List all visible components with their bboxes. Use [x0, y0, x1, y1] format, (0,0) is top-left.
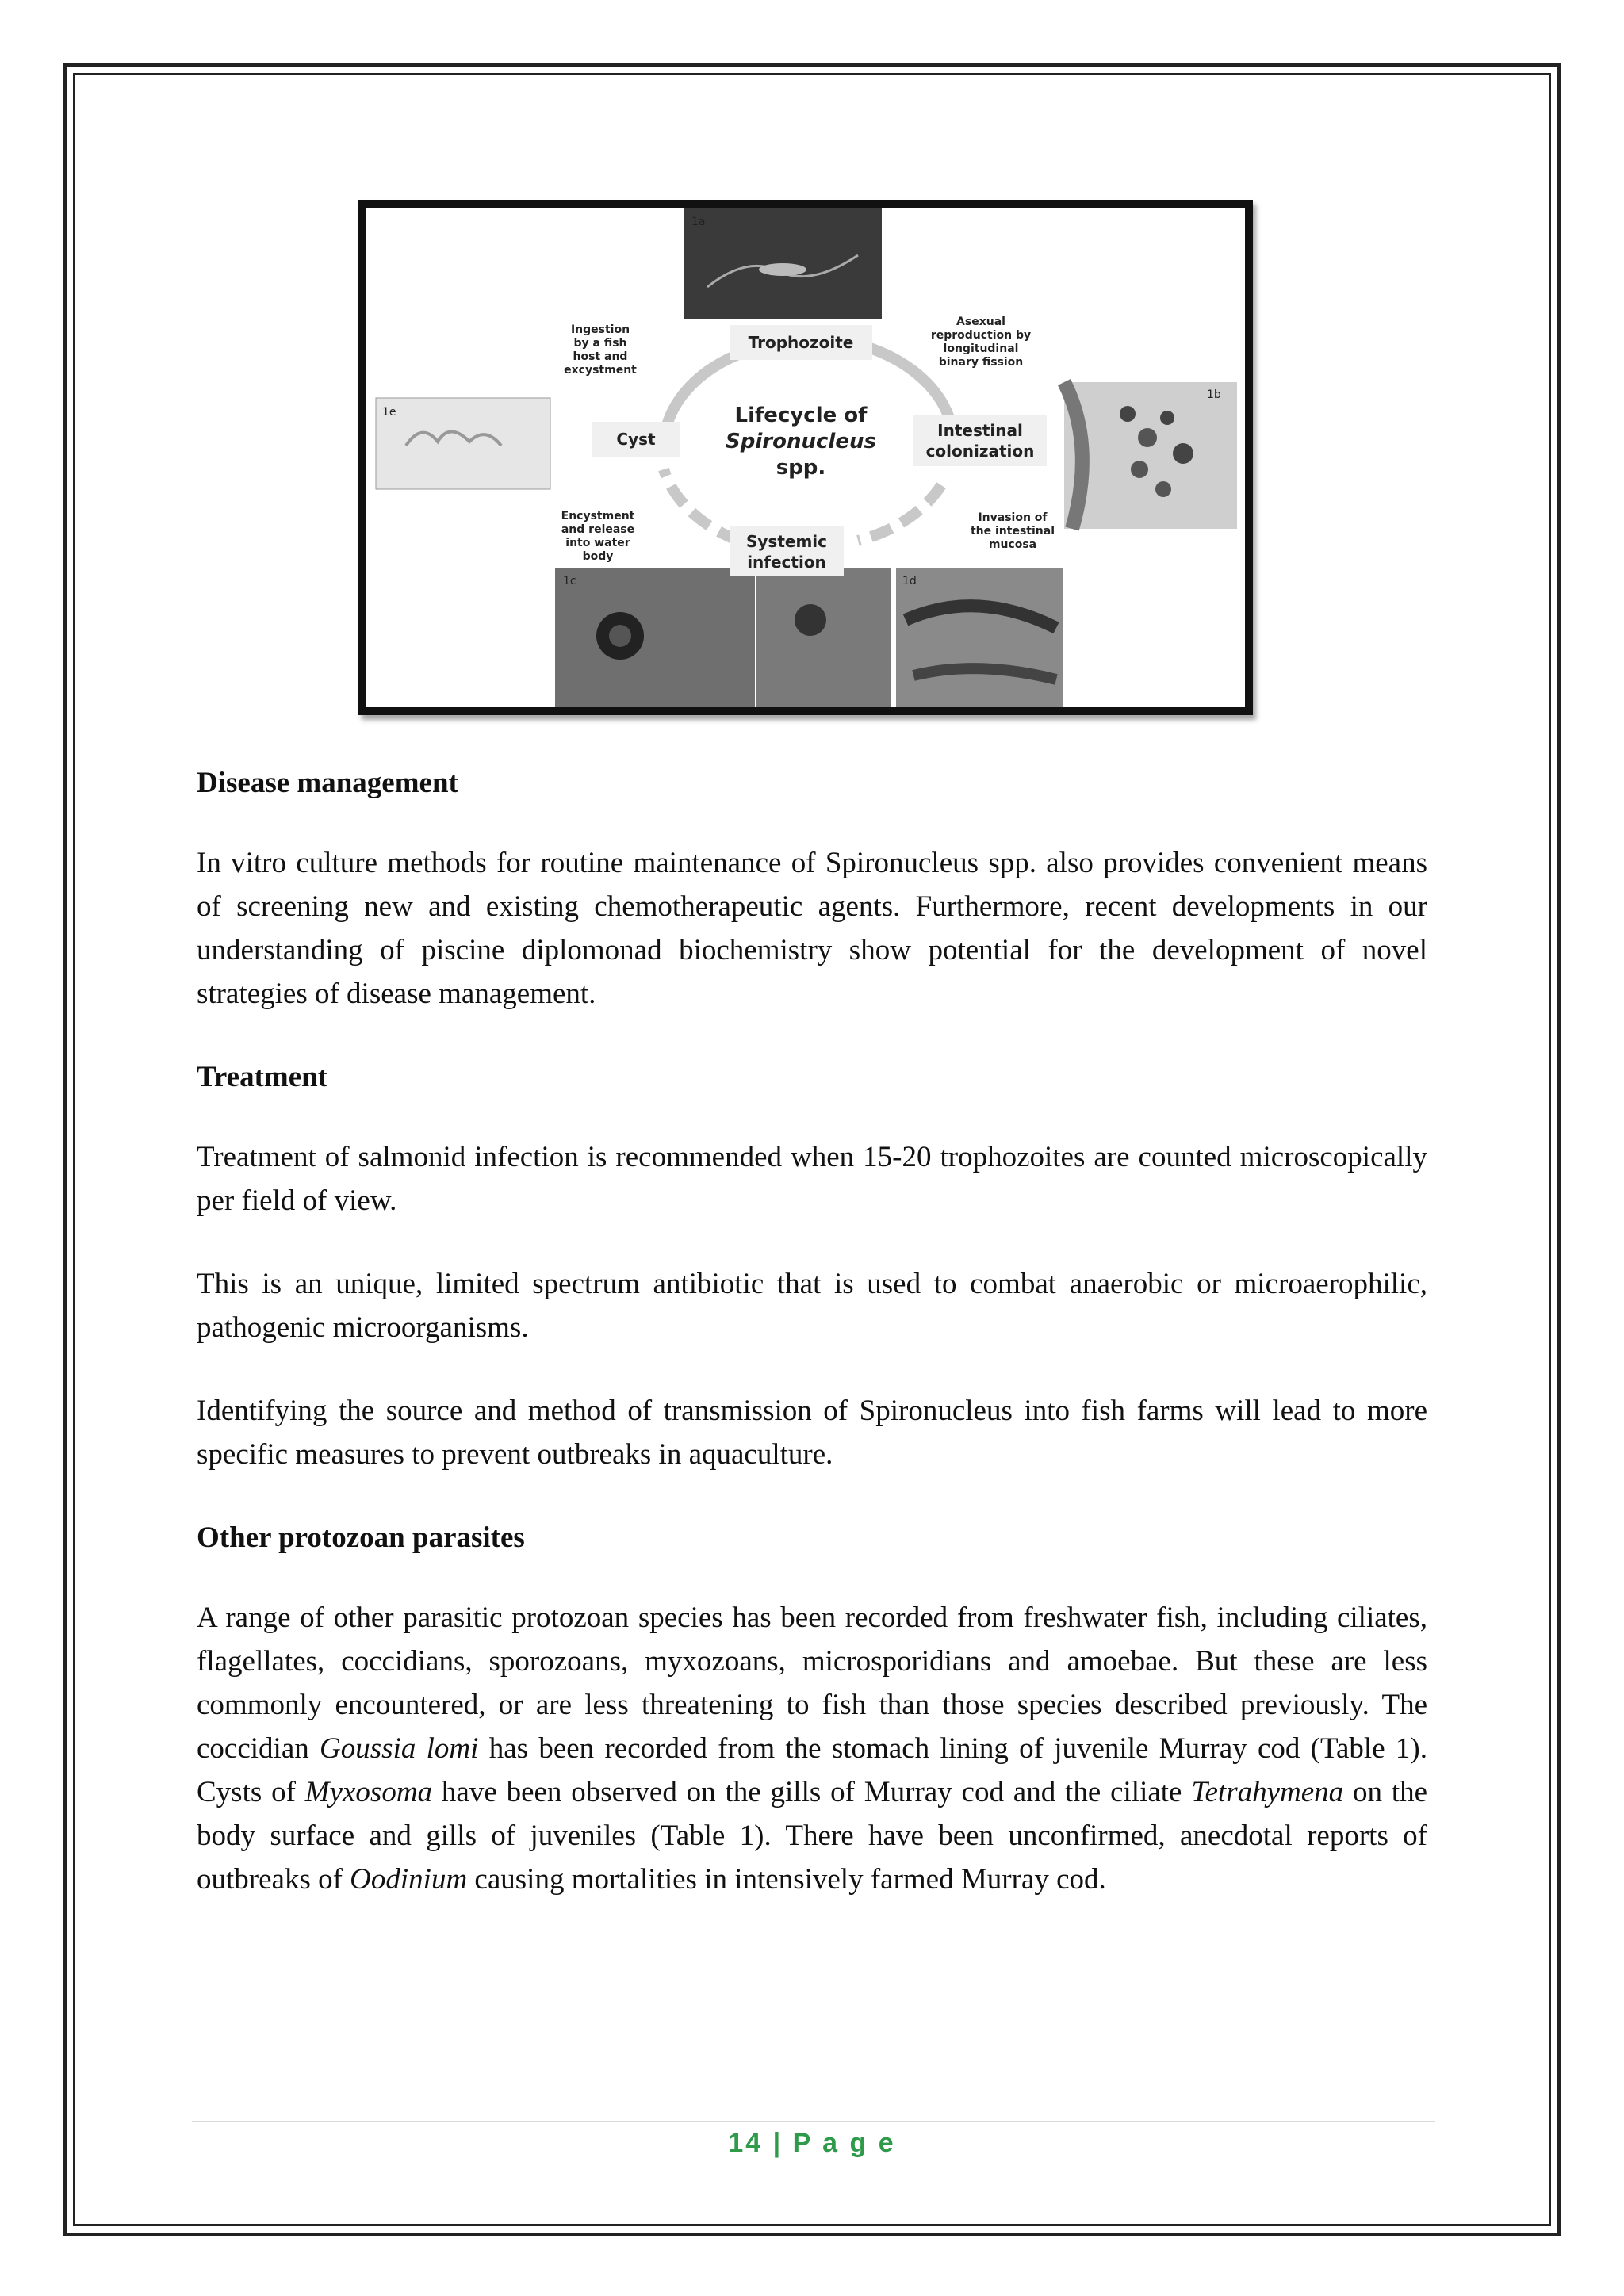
svg-text:host and: host and — [573, 350, 628, 363]
svg-text:longitudinal: longitudinal — [943, 342, 1019, 355]
svg-text:Encystment: Encystment — [561, 510, 635, 522]
page-number: 14 | P a g e — [728, 2128, 896, 2158]
lifecycle-diagram — [366, 208, 1245, 707]
text-run: on the body surface and gills of juveniles (Table 1). There have been unconfirmed, anecdotal reports of outbreaks of — [197, 1776, 1428, 1896]
footer-divider — [192, 2121, 1435, 2122]
svg-text:Intestinal: Intestinal — [937, 421, 1023, 440]
svg-text:Ingestion: Ingestion — [570, 323, 630, 336]
text-run: has been recorded from the stomach lining of juvenile Murray cod (Table 1). Cysts of — [197, 1732, 1428, 1808]
svg-text:Trophozoite: Trophozoite — [748, 333, 854, 352]
text-run: have been observed on the gills of Murray cod and the ciliate — [441, 1776, 1182, 1808]
svg-text:body: body — [582, 550, 614, 563]
note-asexual-reproduction — [931, 316, 1031, 369]
stage-intestinal-colonization — [914, 415, 1047, 466]
svg-text:into water: into water — [565, 537, 630, 549]
text-run: causing mortalities in intensively farmed Murray cod. — [474, 1863, 1106, 1896]
note-encystment — [561, 510, 635, 563]
document-body — [197, 761, 1427, 1901]
species-oodinium: Oodinium — [350, 1863, 468, 1896]
note-invasion — [971, 511, 1055, 551]
heading-other-protozoan-parasites: Other protozoan parasites — [197, 1521, 525, 1554]
svg-text:1a: 1a — [691, 216, 706, 228]
svg-text:reproduction by: reproduction by — [930, 329, 1032, 342]
paragraph-treatment-3: Identifying the source and method of transmission of Spironucleus into fish farms will lead to more specific measures to prevent outbreaks in aquaculture. — [197, 1395, 1427, 1471]
paragraph-treatment-2: This is an unique, limited spectrum antibiotic that is used to combat anaerobic or microaerophilic, pathogenic microorganisms. — [197, 1268, 1427, 1344]
svg-text:Lifecycle of: Lifecycle of — [734, 404, 868, 427]
svg-text:Systemic: Systemic — [745, 532, 828, 551]
svg-text:1b: 1b — [1207, 388, 1221, 401]
species-tetrahymena: Tetrahymena — [1191, 1776, 1344, 1808]
photo-panel-1c — [555, 568, 891, 707]
svg-text:by a fish: by a fish — [573, 337, 627, 350]
photo-panel-1d — [896, 568, 1063, 707]
photo-panel-1e — [376, 398, 550, 489]
svg-text:spp.: spp. — [776, 456, 826, 480]
paragraph-disease-management: In vitro culture methods for routine maintenance of Spironucleus spp. also provides convenient means of screening new and existing chemotherapeutic agents. Furthermore, recent developments in our understanding of piscine diplomonad biochemistry show potential for the development of novel strategies of disease management. — [197, 847, 1427, 1010]
paragraph-treatment-1: Treatment of salmonid infection is recommended when 15-20 trophozoites are counted microscopically per field of view. — [197, 1141, 1427, 1217]
species-goussia: Goussia lomi — [320, 1732, 479, 1765]
svg-text:binary fission: binary fission — [938, 356, 1024, 369]
heading-disease-management: Disease management — [197, 767, 458, 799]
svg-text:mucosa: mucosa — [988, 538, 1037, 551]
svg-text:the intestinal: the intestinal — [970, 525, 1055, 538]
svg-text:1c: 1c — [563, 575, 576, 587]
heading-treatment: Treatment — [197, 1061, 328, 1093]
svg-text:excystment: excystment — [564, 364, 637, 377]
svg-text:Cyst: Cyst — [616, 430, 656, 449]
text-run: A range of other parasitic protozoan species has been recorded from freshwater fish, including ciliates, flagellates, coccidians, sporozoans, myxozoans, microsporidians and amoebae. But these are less commonly encountered, or are less threatening to fish than those species described previously. The coccidian — [197, 1601, 1427, 1765]
svg-text:and release: and release — [561, 523, 635, 536]
photo-panel-1b — [1064, 382, 1237, 529]
stage-trophozoite — [730, 325, 872, 360]
stage-cyst — [592, 422, 680, 457]
svg-text:1d: 1d — [902, 575, 917, 587]
svg-text:Spironucleus: Spironucleus — [726, 430, 876, 453]
lifecycle-figure — [358, 200, 1253, 715]
species-myxosoma: Myxosoma — [304, 1776, 433, 1808]
svg-text:colonization: colonization — [925, 442, 1035, 461]
stage-systemic-infection — [730, 526, 844, 576]
figure-center-title — [726, 404, 876, 480]
note-ingestion — [564, 323, 637, 377]
paragraph-other-protozoa — [197, 1596, 1427, 1901]
svg-text:1e: 1e — [382, 406, 396, 419]
svg-text:Asexual: Asexual — [956, 316, 1005, 328]
svg-text:Invasion of: Invasion of — [978, 511, 1048, 524]
photo-panel-1a — [684, 208, 882, 319]
svg-text:infection: infection — [747, 553, 826, 572]
